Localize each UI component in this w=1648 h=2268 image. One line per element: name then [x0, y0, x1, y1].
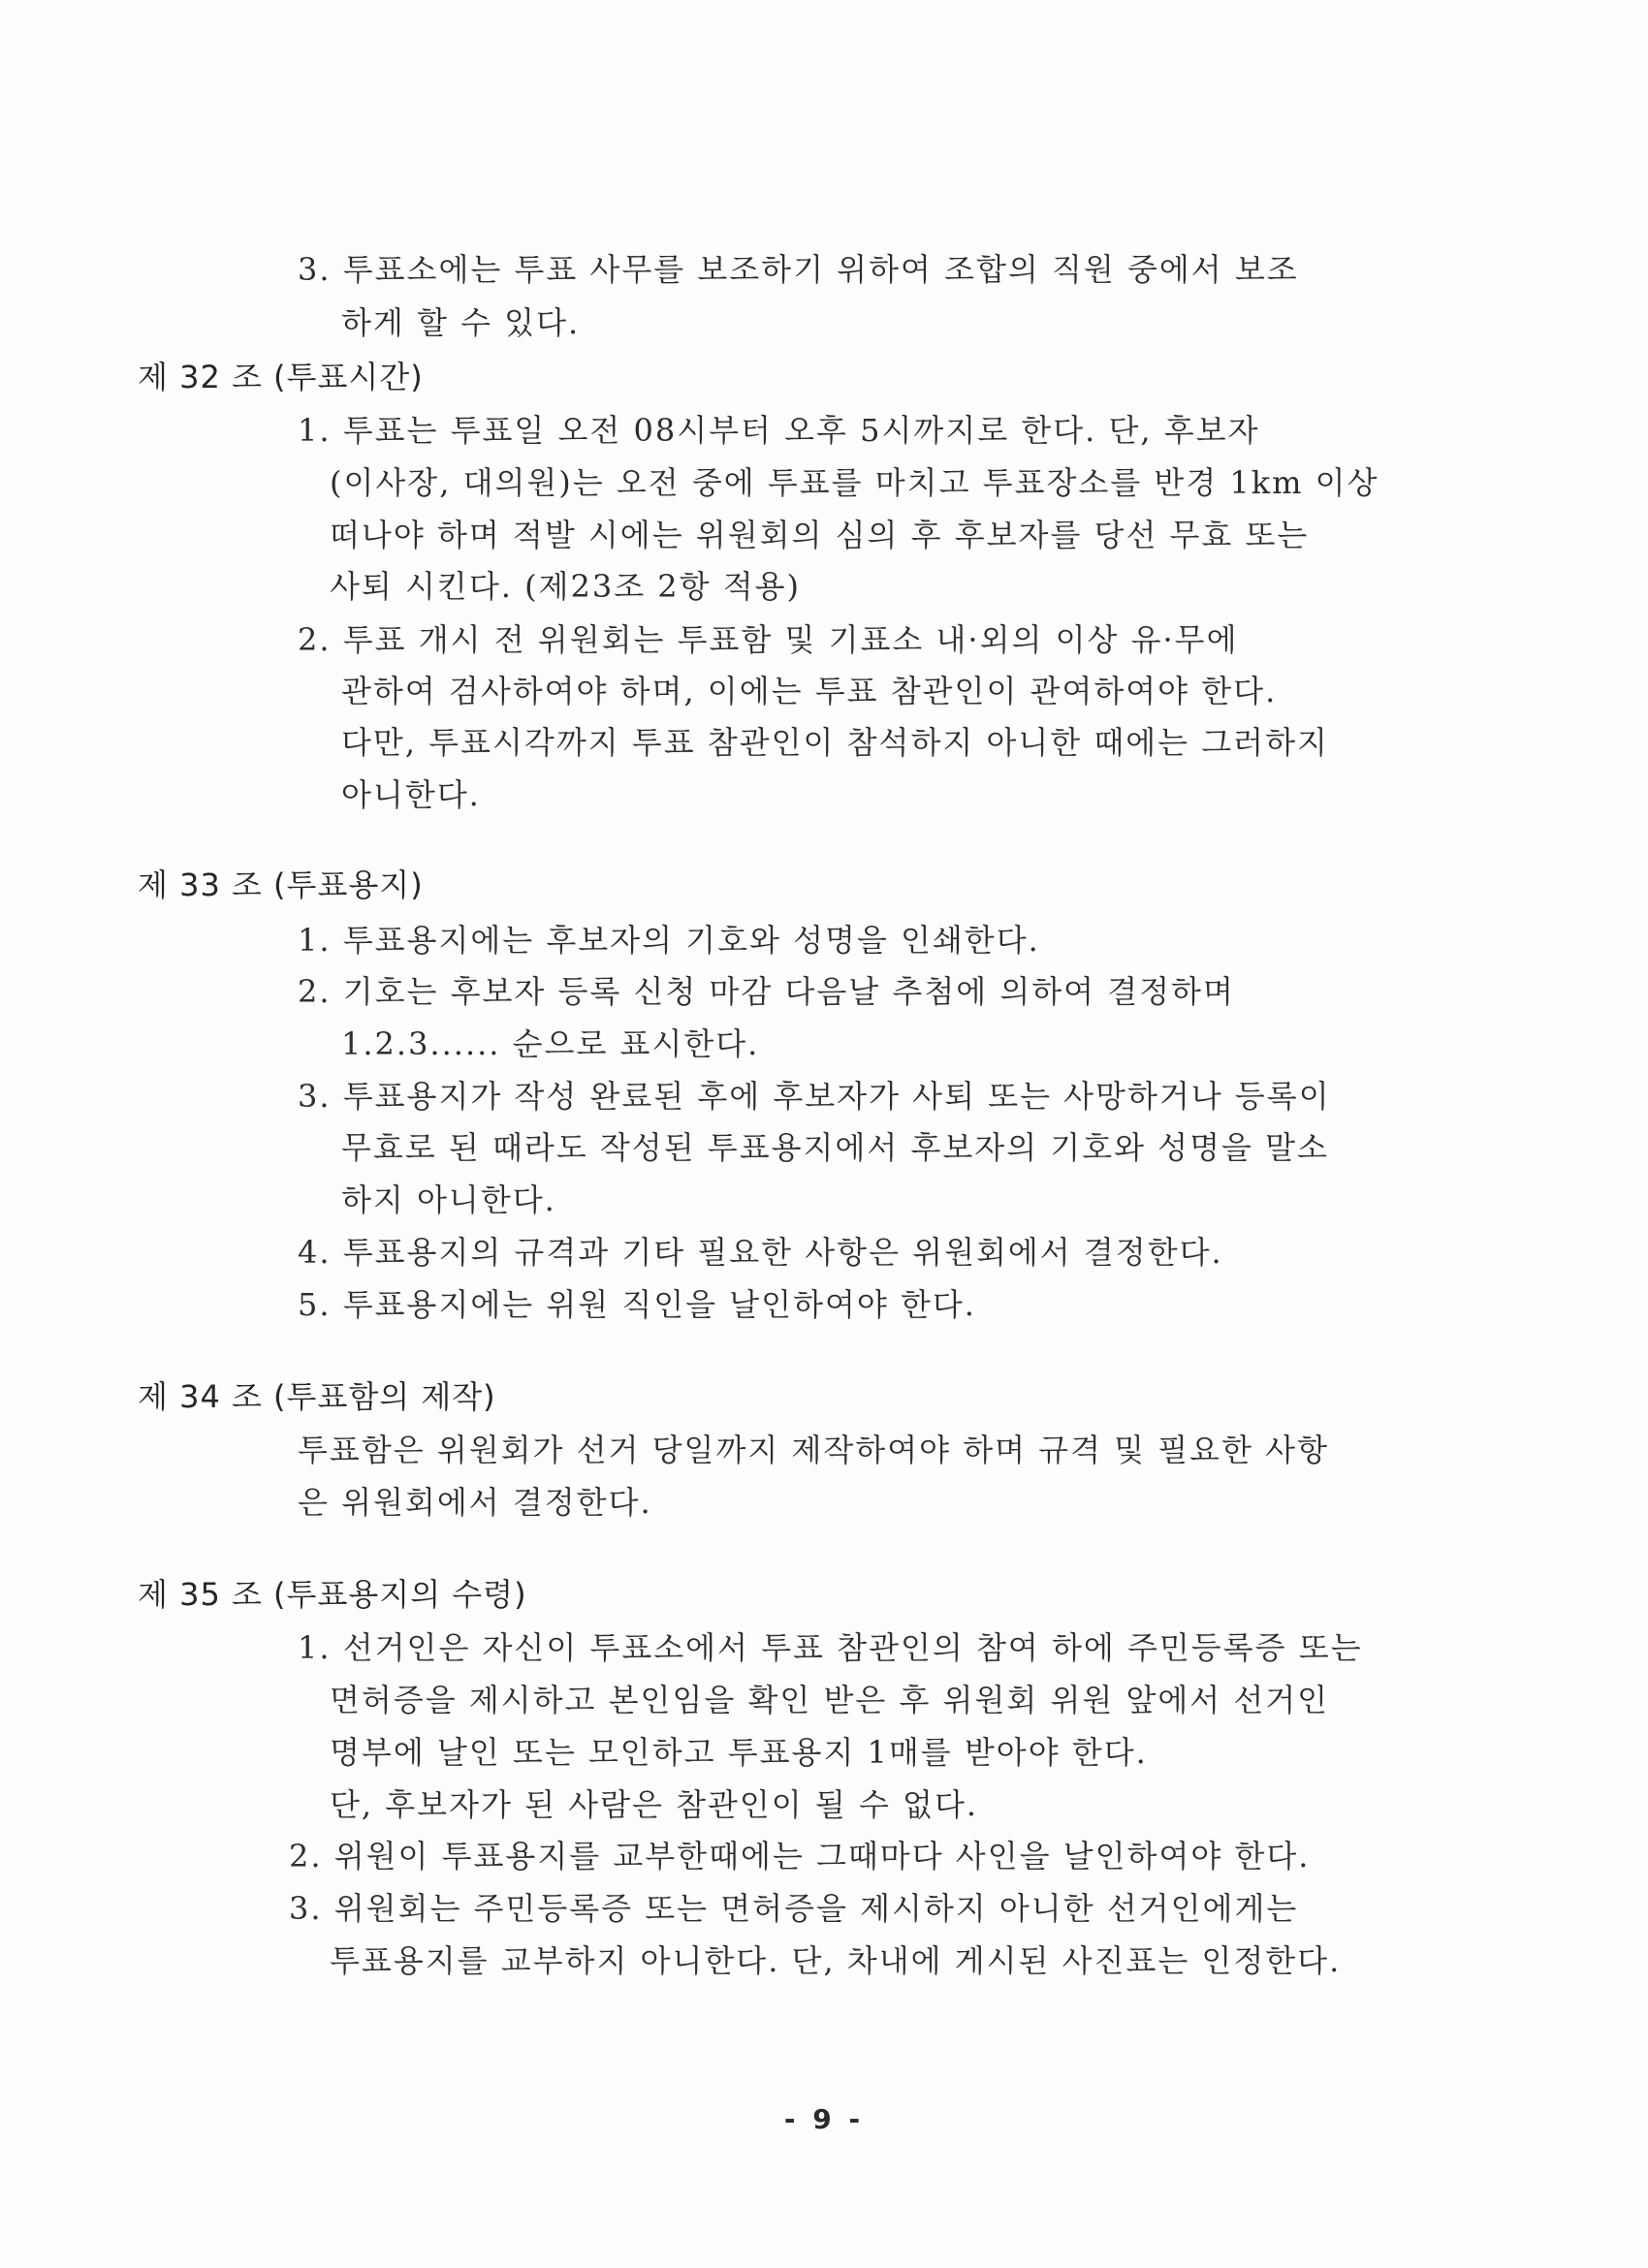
article-33-item-3-line-2: 무효로 된 때라도 작성된 투표용지에서 후보자의 기호와 성명을 말소: [341, 1129, 1329, 1166]
article-32-item-1-line-3: 떠나야 하며 적발 시에는 위원회의 심의 후 후보자를 당선 무효 또는: [330, 517, 1310, 553]
article-32-item-1-line-2: (이사장, 대의원)는 오전 중에 투표를 마치고 투표장소를 반경 1km 이상: [330, 464, 1379, 501]
article-31-item-3-line-1: 3. 투표소에는 투표 사무를 보조하기 위하여 조합의 직원 중에서 보조: [298, 251, 1299, 288]
article-33-heading: 제 33 조 (투표용지): [138, 866, 424, 903]
article-35-item-3-line-2: 투표용지를 교부하지 아니한다. 단, 차내에 게시된 사진표는 인정한다.: [330, 1942, 1342, 1979]
article-32-item-1-line-1: 1. 투표는 투표일 오전 08시부터 오후 5시까지로 한다. 단, 후보자: [298, 412, 1260, 449]
article-35-item-1-line-3: 명부에 날인 또는 모인하고 투표용지 1매를 받아야 한다.: [330, 1734, 1148, 1771]
article-32-item-2-line-4: 아니한다.: [341, 776, 481, 813]
article-32-item-2-line-2: 관하여 검사하여야 하며, 이에는 투표 참관인이 관여하여야 한다.: [341, 673, 1278, 709]
article-33-item-1: 1. 투표용지에는 후보자의 기호와 성명을 인쇄한다.: [298, 922, 1040, 959]
article-33-item-3-line-1: 3. 투표용지가 작성 완료된 후에 후보자가 사퇴 또는 사망하거나 등록이: [298, 1078, 1331, 1115]
article-32-heading: 제 32 조 (투표시간): [138, 359, 424, 395]
article-34-body-line-2: 은 위원회에서 결정한다.: [298, 1484, 652, 1521]
article-34-body-line-1: 투표함은 위원회가 선거 당일까지 제작하여야 하며 규격 및 필요한 사항: [298, 1432, 1329, 1468]
article-32-item-2-line-1: 2. 투표 개시 전 위원회는 투표함 및 기표소 내·외의 이상 유·무에: [298, 621, 1239, 658]
article-35-item-1-line-1: 1. 선거인은 자신이 투표소에서 투표 참관인의 참여 하에 주민등록증 또는: [298, 1629, 1363, 1666]
article-32-item-1-line-4: 사퇴 시킨다. (제23조 2항 적용): [330, 568, 802, 605]
article-33-item-3-line-3: 하지 아니한다.: [341, 1181, 556, 1218]
article-33-item-2-line-2: 1.2.3...... 순으로 표시한다.: [341, 1025, 760, 1062]
article-33-item-4: 4. 투표용지의 규격과 기타 필요한 사항은 위원회에서 결정한다.: [298, 1234, 1223, 1271]
page-number: - 9 -: [783, 2103, 865, 2135]
article-35-item-1-line-2: 면허증을 제시하고 본인임을 확인 받은 후 위원회 위원 앞에서 선거인: [330, 1682, 1330, 1718]
article-35-item-1-line-4: 단, 후보자가 된 사람은 참관인이 될 수 없다.: [330, 1786, 979, 1823]
article-35-heading: 제 35 조 (투표용지의 수령): [138, 1576, 527, 1613]
article-33-item-5: 5. 투표용지에는 위원 직인을 날인하여야 한다.: [298, 1286, 976, 1323]
article-35-item-3-line-1: 3. 위원회는 주민등록증 또는 면허증을 제시하지 아니한 선거인에게는: [289, 1890, 1299, 1927]
article-34-heading: 제 34 조 (투표함의 제작): [138, 1378, 496, 1415]
article-32-item-2-line-3: 다만, 투표시각까지 투표 참관인이 참석하지 아니한 때에는 그러하지: [341, 724, 1329, 761]
article-35-item-2: 2. 위원이 투표용지를 교부한때에는 그때마다 사인을 날인하여야 한다.: [289, 1838, 1311, 1874]
article-31-item-3-line-2: 하게 할 수 있다.: [341, 304, 581, 341]
article-33-item-2-line-1: 2. 기호는 후보자 등록 신청 마감 다음날 추첨에 의하여 결정하며: [298, 973, 1235, 1010]
